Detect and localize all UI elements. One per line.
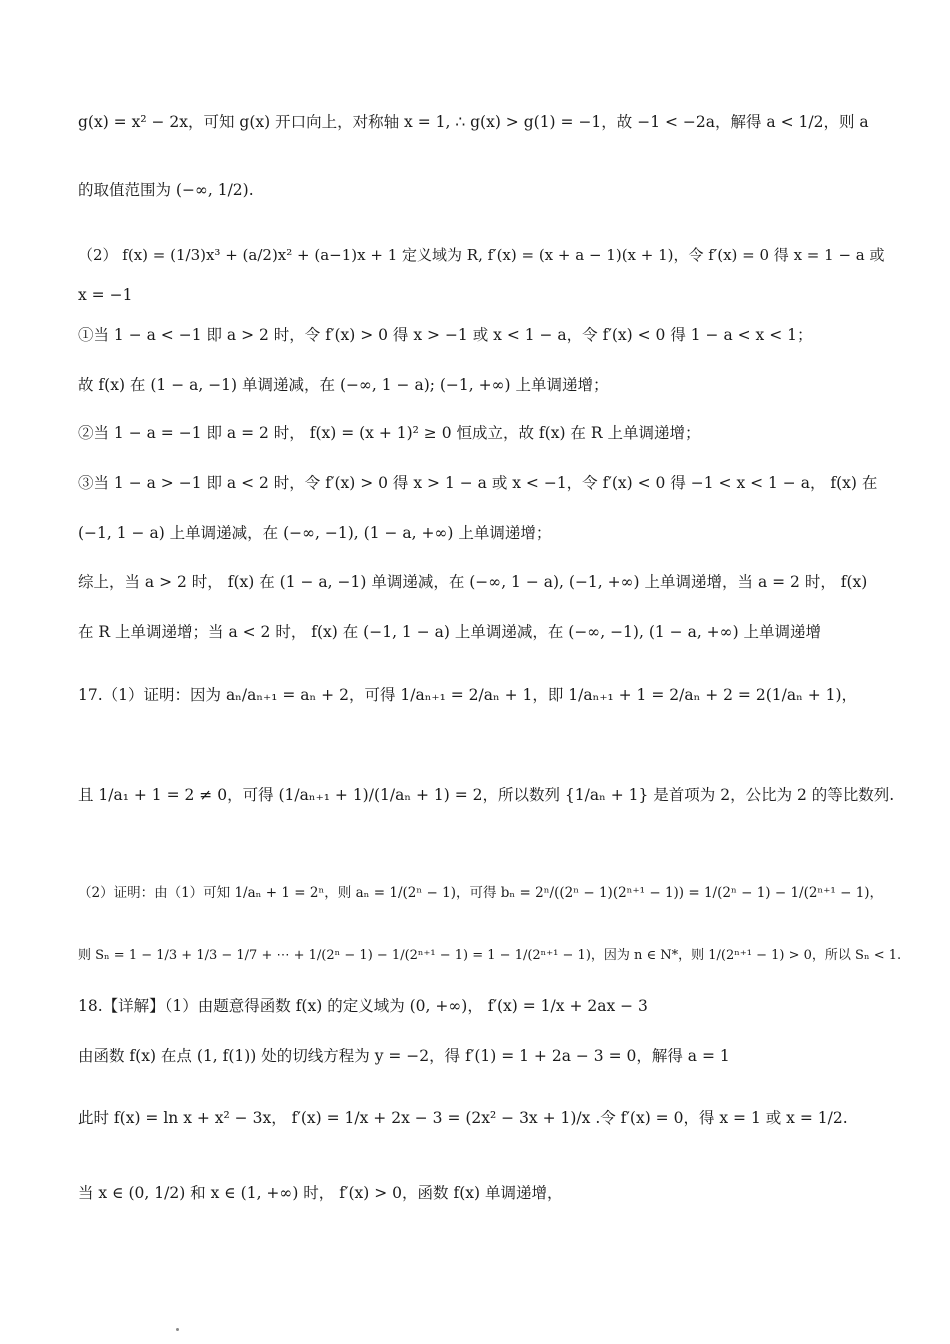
text-line-1: g(x) = x² − 2x，可知 g(x) 开口向上，对称轴 x = 1, ∴ g(x) > g(1) = −1，故 −1 < −2a，解得 a < 1/2，则 a: [78, 113, 869, 131]
text-line-13: 且 1/a₁ + 1 = 2 ≠ 0，可得 (1/aₙ₊₁ + 1)/(1/aₙ + 1) = 2，所以数列 {1/aₙ + 1} 是首项为 2，公比为 2 的等比数列.: [78, 786, 895, 804]
text-line-18: 此时 f(x) = ln x + x² − 3x， f′(x) = 1/x + 2x − 3 = (2x² − 3x + 1)/x .令 f′(x) = 0，得 x = 1 或 x = 1/2.: [78, 1109, 848, 1127]
text-line-4: x = −1: [78, 286, 133, 304]
text-line-10: 综上，当 a > 2 时， f(x) 在 (1 − a, −1) 单调递减，在 (−∞, 1 − a), (−1, +∞) 上单调递增，当 a = 2 时， f(x): [78, 573, 868, 591]
text-line-14: （2）证明：由（1）可知 1/aₙ + 1 = 2ⁿ，则 aₙ = 1/(2ⁿ − 1)，可得 bₙ = 2ⁿ/((2ⁿ − 1)(2ⁿ⁺¹ − 1)) = 1/(2ⁿ − 1) − 1/(2ⁿ⁺¹ − 1)，: [78, 885, 884, 901]
text-line-6: 故 f(x) 在 (1 − a, −1) 单调递减，在 (−∞, 1 − a); (−1, +∞) 上单调递增；: [78, 376, 609, 394]
text-line-15: 则 Sₙ = 1 − 1/3 + 1/3 − 1/7 + ⋯ + 1/(2ⁿ − 1) − 1/(2ⁿ⁺¹ − 1) = 1 − 1/(2ⁿ⁺¹ − 1)，因为 n ∈ N*，则 1/(2ⁿ⁺¹ − 1) > 0，所以 Sₙ < 1.: [78, 948, 902, 963]
text-line-12: 17.（1）证明：因为 aₙ/aₙ₊₁ = aₙ + 2，可得 1/aₙ₊₁ = 2/aₙ + 1，即 1/aₙ₊₁ + 1 = 2/aₙ + 2 = 2(1/aₙ + 1)，: [78, 686, 858, 704]
text-line-17: 由函数 f(x) 在点 (1, f(1)) 处的切线方程为 y = −2，得 f′(1) = 1 + 2a − 3 = 0，解得 a = 1: [78, 1047, 730, 1065]
text-line-5: ①当 1 − a < −1 即 a > 2 时，令 f′(x) > 0 得 x > −1 或 x < 1 − a，令 f′(x) < 0 得 1 − a < x < 1；: [78, 326, 813, 344]
text-line-16: 18.【详解】（1）由题意得函数 f(x) 的定义域为 (0, +∞)， f′(x) = 1/x + 2ax − 3: [78, 997, 648, 1015]
text-line-19: 当 x ∈ (0, 1/2) 和 x ∈ (1, +∞) 时， f′(x) > 0，函数 f(x) 单调递增，: [78, 1184, 563, 1202]
footer-dot: [176, 1328, 179, 1331]
text-line-9: (−1, 1 − a) 上单调递减，在 (−∞, −1), (1 − a, +∞) 上单调递增；: [78, 524, 552, 542]
text-line-8: ③当 1 − a > −1 即 a < 2 时，令 f′(x) > 0 得 x > 1 − a 或 x < −1，令 f′(x) < 0 得 −1 < x < 1 − a， f(x) 在: [78, 474, 878, 492]
text-line-3: （2） f(x) = (1/3)x³ + (a/2)x² + (a−1)x + 1 定义域为 R, f′(x) = (x + a − 1)(x + 1)，令 f′(x) = 0 得 x = 1 − a 或: [78, 246, 885, 264]
text-line-11: 在 R 上单调递增；当 a < 2 时， f(x) 在 (−1, 1 − a) 上单调递减，在 (−∞, −1), (1 − a, +∞) 上单调递增: [78, 623, 822, 641]
text-line-2: 的取值范围为 (−∞, 1/2).: [78, 181, 254, 199]
text-line-7: ②当 1 − a = −1 即 a = 2 时， f(x) = (x + 1)² ≥ 0 恒成立，故 f(x) 在 R 上单调递增；: [78, 424, 701, 442]
